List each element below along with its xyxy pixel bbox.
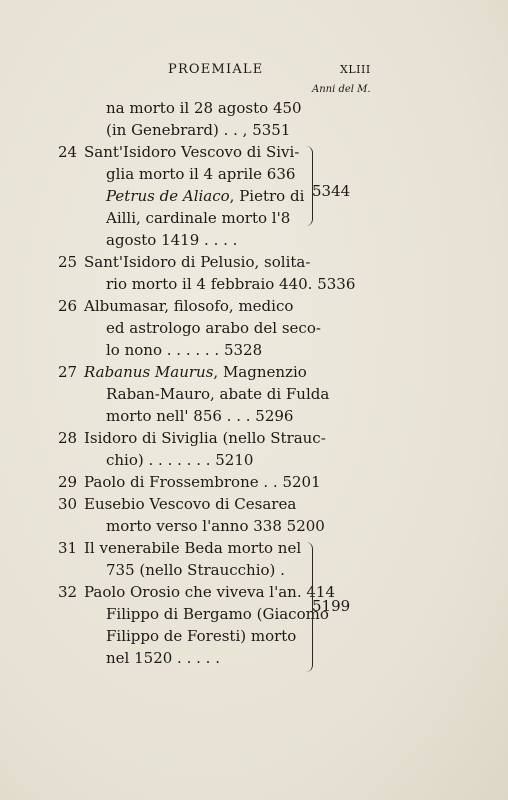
entry-line: glia morto il 4 aprile 636 — [106, 165, 296, 183]
entry-line: 26 Albumasar, filosofo, medico — [58, 297, 294, 315]
entry-line: morto verso l'anno 338 5200 — [106, 517, 325, 535]
italic-name: Petrus de Aliaco — [106, 187, 230, 205]
entry-line: 30 Eusebio Vescovo di Cesarea — [58, 495, 297, 513]
entry-line: lo nono . . . . . . 5328 — [106, 341, 263, 359]
entry-number: 31 — [58, 539, 78, 557]
entry-line: 25 Sant'Isidoro di Pelusio, solita- — [58, 253, 311, 271]
entry-line: na morto il 28 agosto 450 — [106, 99, 302, 117]
entry-line: Ailli, cardinale morto l'8 — [106, 209, 291, 227]
entry-line: Filippo de Foresti) morto — [106, 627, 297, 645]
entry-line: 27 Rabanus Maurus, Magnenzio — [58, 363, 307, 381]
page-number: XLIII — [340, 63, 371, 76]
entry-line: chio) . . . . . . . 5210 — [106, 451, 254, 469]
entry-line: 32 Paolo Orosio che viveva l'an. 414 — [58, 583, 335, 601]
entry-line: (in Genebrard) . . , 5351 — [106, 121, 291, 139]
entry-line: agosto 1419 . . . . — [106, 231, 238, 249]
entry-number: 25 — [58, 253, 78, 271]
entry-line: 31 Il venerabile Beda morto nel — [58, 539, 302, 557]
entry-line: rio morto il 4 febbraio 440. 5336 — [106, 275, 356, 293]
entry-line: 24 Sant'Isidoro Vescovo di Sivi- — [58, 143, 300, 161]
entry-line: Petrus de Aliaco, Pietro di — [106, 187, 305, 205]
bracket-year: 5344 — [312, 182, 351, 200]
entry-line: 29 Paolo di Frossembrone . . 5201 — [58, 473, 321, 491]
entry-line: morto nell' 856 . . . 5296 — [106, 407, 294, 425]
entry-number: 28 — [58, 429, 78, 447]
entry-line: 735 (nello Straucchio) . — [106, 561, 285, 579]
years-column-heading: Anni del M. — [312, 84, 371, 95]
entry-line: nel 1520 . . . . . — [106, 649, 220, 667]
italic-name: Rabanus Maurus — [84, 363, 214, 381]
entry-number: 24 — [58, 143, 78, 161]
entry-number: 32 — [58, 583, 78, 601]
entry-line: 28 Isidoro di Siviglia (nello Strauc- — [58, 429, 326, 447]
bracket-year: 5199 — [312, 597, 351, 615]
entry-line: Filippo di Bergamo (Giacomo — [106, 605, 329, 623]
running-title: PROEMIALE — [168, 62, 264, 77]
entry-number: 26 — [58, 297, 78, 315]
entry-line: ed astrologo arabo del seco- — [106, 319, 321, 337]
entry-number: 30 — [58, 495, 78, 513]
entry-number: 27 — [58, 363, 78, 381]
entry-line: Raban-Mauro, abate di Fulda — [106, 385, 330, 403]
entry-number: 29 — [58, 473, 78, 491]
